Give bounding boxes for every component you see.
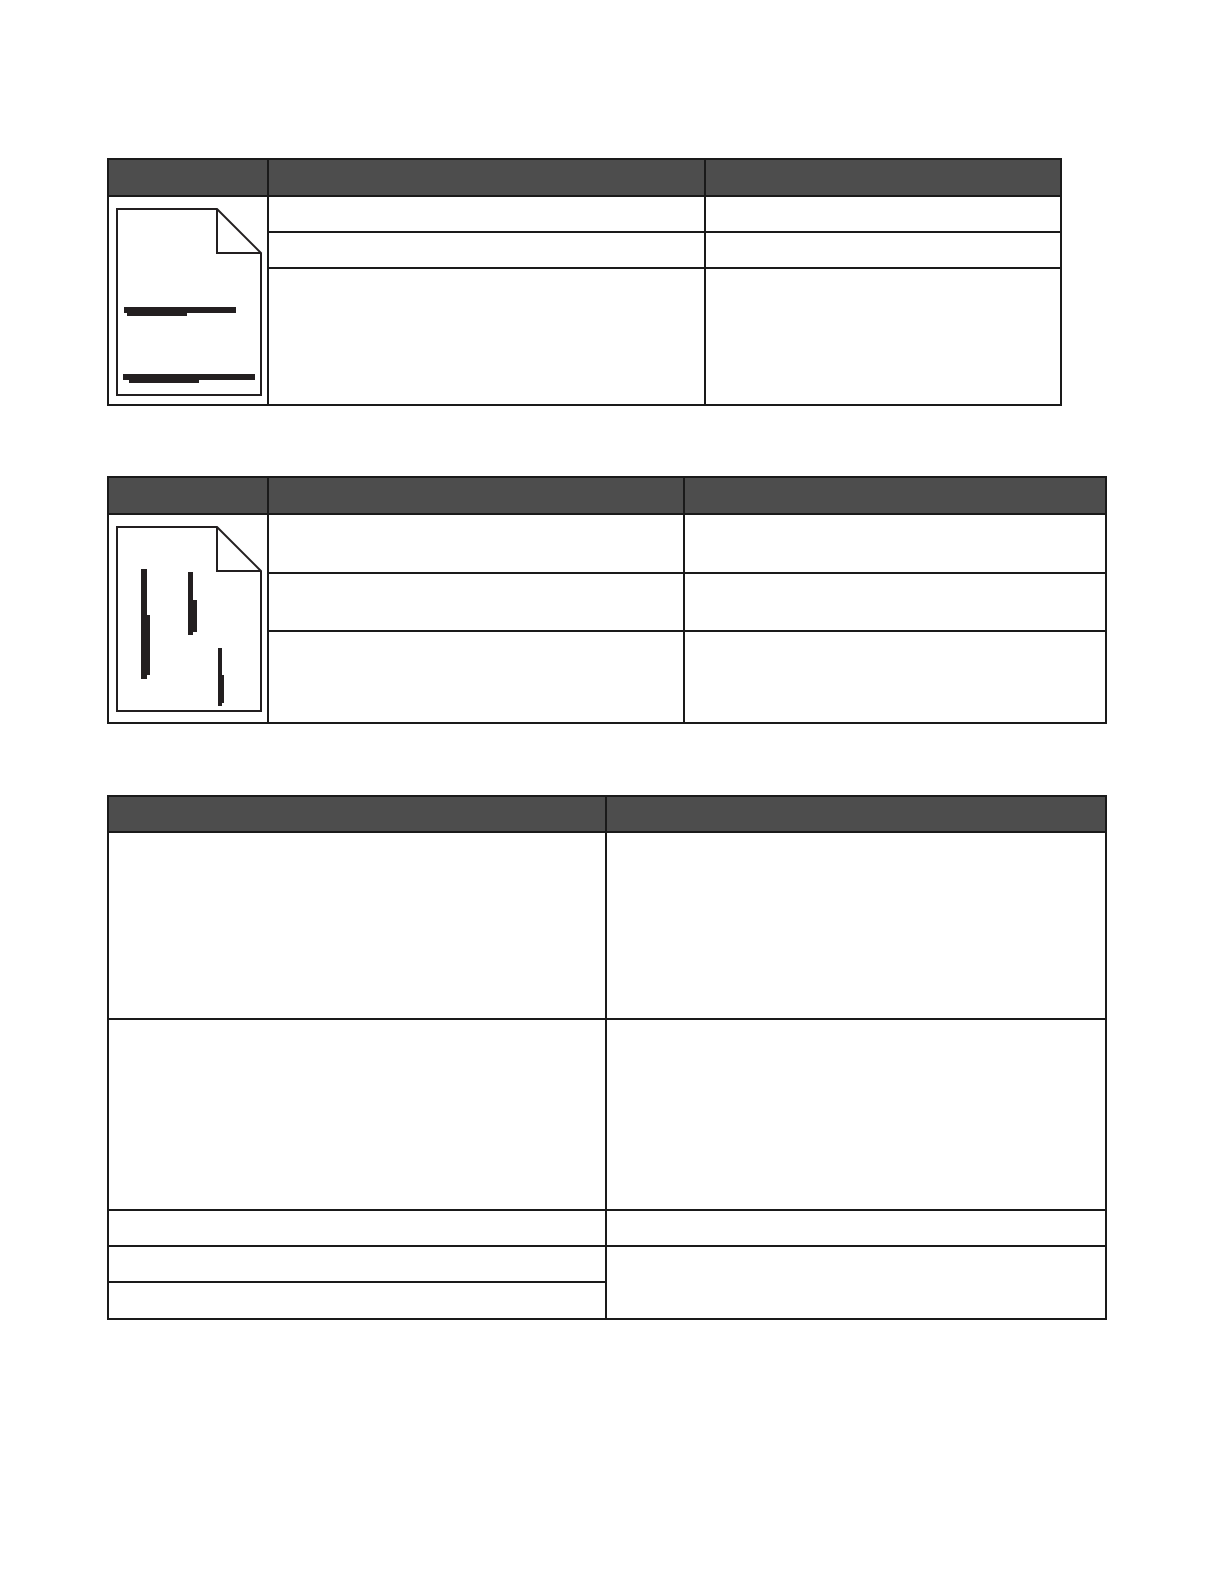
cause-cell [268, 631, 684, 723]
solution-cell [705, 268, 1061, 405]
solution-cell [705, 232, 1061, 268]
cause-cell [108, 1210, 606, 1246]
sample-cell [108, 196, 268, 405]
table-header-row [108, 477, 1106, 514]
header-cell-example [108, 477, 268, 514]
sample-cell [108, 514, 268, 723]
cause-cell [268, 232, 705, 268]
header-cell-cause [268, 159, 705, 196]
cause-cell [108, 1282, 606, 1319]
horizontal-streaks-table [107, 158, 1062, 406]
solution-cell [606, 832, 1106, 1019]
header-cell-cause [268, 477, 684, 514]
solution-cell [606, 1019, 1106, 1210]
table-row [108, 1246, 1106, 1282]
solution-cell [705, 196, 1061, 232]
page-with-horizontal-streaks-icon [109, 197, 265, 403]
cause-cell [268, 514, 684, 573]
cause-cell [268, 196, 705, 232]
table-row [108, 514, 1106, 573]
solution-cell [606, 1246, 1106, 1319]
cause-cell [108, 1246, 606, 1282]
header-cell-example [108, 159, 268, 196]
solution-cell [606, 1210, 1106, 1246]
header-cell-solution [705, 159, 1061, 196]
table-row [108, 196, 1061, 232]
header-cell-cause [108, 796, 606, 832]
table-header-row [108, 796, 1106, 832]
page-with-vertical-streaks-icon [109, 515, 265, 721]
table-row [108, 1210, 1106, 1246]
table-row [108, 832, 1106, 1019]
cause-cell [108, 832, 606, 1019]
vertical-streaks-table [107, 476, 1107, 724]
solution-cell [684, 573, 1106, 631]
table-header-row [108, 159, 1061, 196]
cause-cell [268, 268, 705, 405]
table-row [108, 1019, 1106, 1210]
cause-cell [268, 573, 684, 631]
solution-cell [684, 631, 1106, 723]
header-cell-solution [684, 477, 1106, 514]
header-cell-solution [606, 796, 1106, 832]
solution-cell [684, 514, 1106, 573]
cause-cell [108, 1019, 606, 1210]
cause-solution-table [107, 795, 1107, 1320]
